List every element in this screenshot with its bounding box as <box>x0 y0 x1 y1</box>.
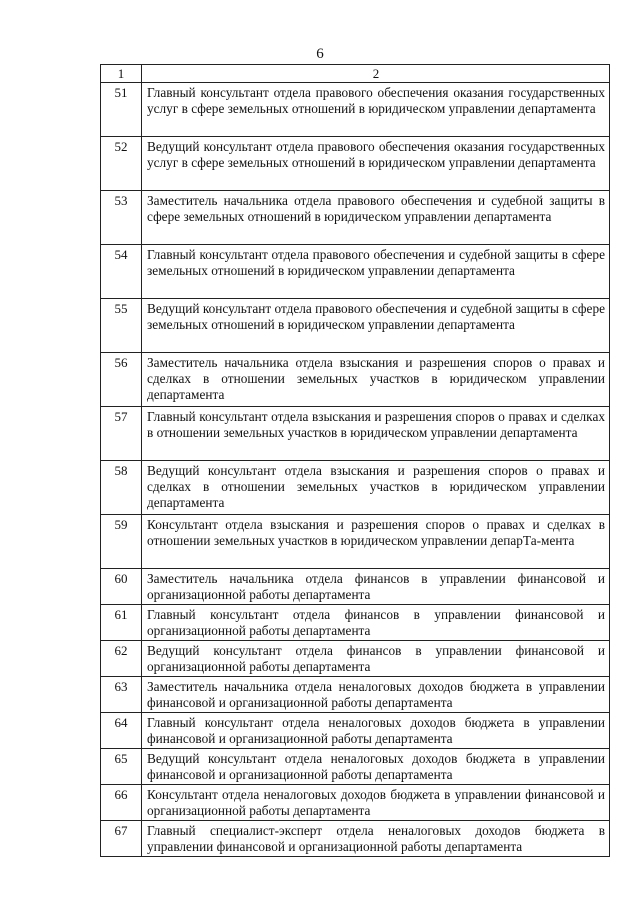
position-title: Главный консультант отдела правового обеспечения оказания государственных услуг в сфере земельных отношений в юридическом управлении департамента <box>142 83 610 137</box>
table-row <box>101 191 610 245</box>
table-row <box>101 569 610 605</box>
position-title: Главный консультант отдела взыскания и разрешения споров о правах и сделках в отношении земельных участков в юридическом управлении департамента <box>142 407 610 461</box>
position-title: Главный консультант отдела финансов в управлении финансовой и организационной работы департамента <box>142 605 610 641</box>
table-row <box>101 245 610 299</box>
table-row <box>101 407 610 461</box>
position-title: Заместитель начальника отдела неналоговых доходов бюджета в управлении финансовой и организационной работы департамента <box>142 677 610 713</box>
table-row <box>101 515 610 569</box>
position-title: Ведущий консультант отдела неналоговых доходов бюджета в управлении финансовой и организационной работы департамента <box>142 749 610 785</box>
row-number: 54 <box>101 245 142 299</box>
row-number: 64 <box>101 713 142 749</box>
row-number: 57 <box>101 407 142 461</box>
position-title: Ведущий консультант отдела взыскания и разрешения споров о правах и сделках в отношении земельных участков в юридическом управлении департамента <box>142 461 610 515</box>
table-row <box>101 713 610 749</box>
row-number: 65 <box>101 749 142 785</box>
row-number: 59 <box>101 515 142 569</box>
table-row <box>101 821 610 857</box>
table-row <box>101 299 610 353</box>
row-number: 66 <box>101 785 142 821</box>
row-number: 56 <box>101 353 142 407</box>
row-number: 58 <box>101 461 142 515</box>
table-row <box>101 83 610 137</box>
row-number: 52 <box>101 137 142 191</box>
position-title: Консультант отдела неналоговых доходов бюджета в управлении финансовой и организационной работы департамента <box>142 785 610 821</box>
position-title: Ведущий консультант отдела правового обеспечения и судебной защиты в сфере земельных отношений в юридическом управлении департамента <box>142 299 610 353</box>
positions-table <box>100 64 610 857</box>
position-title: Главный специалист-эксперт отдела неналоговых доходов бюджета в управлении финансовой и организационной работы департамента <box>142 821 610 857</box>
header-col-2: 2 <box>142 65 610 83</box>
row-number: 60 <box>101 569 142 605</box>
row-number: 53 <box>101 191 142 245</box>
row-number: 55 <box>101 299 142 353</box>
row-number: 51 <box>101 83 142 137</box>
header-col-1: 1 <box>101 65 142 83</box>
position-title: Главный консультант отдела правового обеспечения и судебной защиты в сфере земельных отношений в юридическом управлении департамента <box>142 245 610 299</box>
table-row <box>101 785 610 821</box>
position-title: Консультант отдела взыскания и разрешения споров о правах и сделках в отношении земельных участков в юридическом управлении депарТа-мента <box>142 515 610 569</box>
table-row <box>101 749 610 785</box>
table-header-row <box>101 65 610 83</box>
position-title: Ведущий консультант отдела правового обеспечения оказания государственных услуг в сфере земельных отношений в юридическом управлении департамента <box>142 137 610 191</box>
position-title: Ведущий консультант отдела финансов в управлении финансовой и организационной работы департамента <box>142 641 610 677</box>
table-row <box>101 605 610 641</box>
position-title: Заместитель начальника отдела взыскания и разрешения споров о правах и сделках в отношении земельных участков в юридическом управлении департамента <box>142 353 610 407</box>
table-row <box>101 353 610 407</box>
row-number: 62 <box>101 641 142 677</box>
table-row <box>101 461 610 515</box>
position-title: Главный консультант отдела неналоговых доходов бюджета в управлении финансовой и организационной работы департамента <box>142 713 610 749</box>
position-title: Заместитель начальника отдела финансов в управлении финансовой и организационной работы департамента <box>142 569 610 605</box>
row-number: 67 <box>101 821 142 857</box>
table-row <box>101 137 610 191</box>
table-row <box>101 677 610 713</box>
row-number: 63 <box>101 677 142 713</box>
row-number: 61 <box>101 605 142 641</box>
position-title: Заместитель начальника отдела правового обеспечения и судебной защиты в сфере земельных отношений в юридическом управлении департамента <box>142 191 610 245</box>
table-row <box>101 641 610 677</box>
page-number: 6 <box>316 46 324 62</box>
